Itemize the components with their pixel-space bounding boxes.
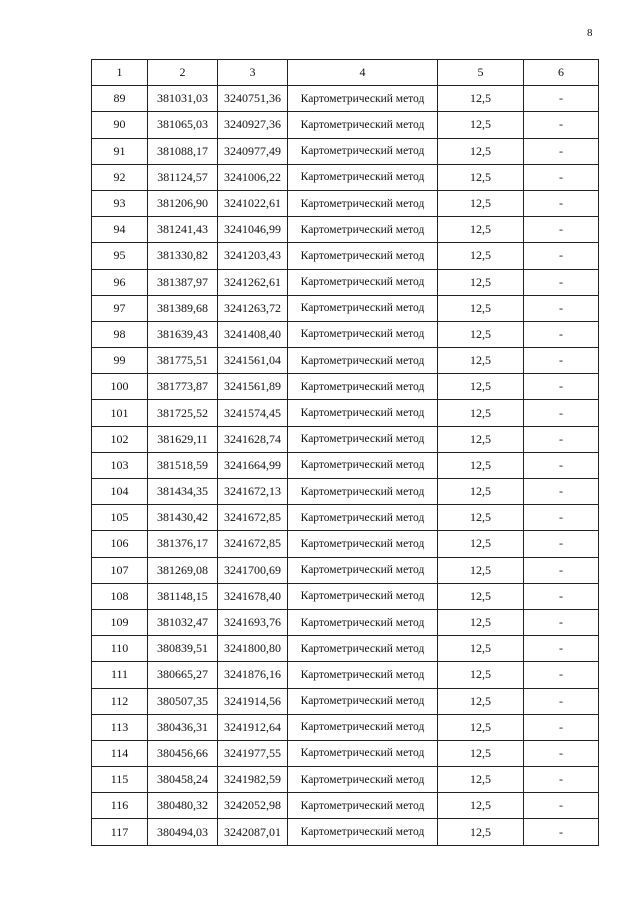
cell-method: Картометрический метод <box>288 400 438 426</box>
cell-description: - <box>524 819 599 845</box>
cell-description: - <box>524 295 599 321</box>
cell-precision: 12,5 <box>438 269 524 295</box>
cell-method: Картометрический метод <box>288 714 438 740</box>
cell-x: 380436,31 <box>148 714 218 740</box>
table-row <box>92 295 599 321</box>
cell-description: - <box>524 400 599 426</box>
cell-x: 381241,43 <box>148 217 218 243</box>
cell-method: Картометрический метод <box>288 217 438 243</box>
cell-y: 3241672,85 <box>218 531 288 557</box>
cell-method: Картометрический метод <box>288 479 438 505</box>
cell-y: 3241693,76 <box>218 609 288 635</box>
cell-description: - <box>524 636 599 662</box>
cell-point-number: 112 <box>92 688 148 714</box>
cell-precision: 12,5 <box>438 243 524 269</box>
cell-description: - <box>524 531 599 557</box>
cell-description: - <box>524 190 599 216</box>
table-row <box>92 138 599 164</box>
cell-y: 3241982,59 <box>218 767 288 793</box>
cell-method: Картометрический метод <box>288 557 438 583</box>
table-row <box>92 819 599 845</box>
table-row <box>92 609 599 635</box>
cell-x: 381775,51 <box>148 348 218 374</box>
cell-y: 3241664,99 <box>218 452 288 478</box>
table-row <box>92 269 599 295</box>
cell-description: - <box>524 374 599 400</box>
cell-x: 380507,35 <box>148 688 218 714</box>
cell-method: Картометрический метод <box>288 138 438 164</box>
table-row <box>92 112 599 138</box>
cell-description: - <box>524 557 599 583</box>
table-row <box>92 479 599 505</box>
cell-precision: 12,5 <box>438 767 524 793</box>
cell-x: 380458,24 <box>148 767 218 793</box>
cell-point-number: 108 <box>92 583 148 609</box>
cell-point-number: 113 <box>92 714 148 740</box>
cell-x: 381434,35 <box>148 479 218 505</box>
cell-y: 3240751,36 <box>218 86 288 112</box>
table-row <box>92 557 599 583</box>
table-row <box>92 348 599 374</box>
cell-method: Картометрический метод <box>288 819 438 845</box>
cell-precision: 12,5 <box>438 479 524 505</box>
cell-point-number: 105 <box>92 505 148 531</box>
cell-x: 381032,47 <box>148 609 218 635</box>
cell-precision: 12,5 <box>438 583 524 609</box>
cell-y: 3241006,22 <box>218 164 288 190</box>
cell-point-number: 93 <box>92 190 148 216</box>
cell-description: - <box>524 138 599 164</box>
cell-y: 3241408,40 <box>218 321 288 347</box>
cell-point-number: 103 <box>92 452 148 478</box>
cell-y: 3241203,43 <box>218 243 288 269</box>
header-cell-y: 3 <box>218 60 288 86</box>
cell-y: 3242087,01 <box>218 819 288 845</box>
table-row <box>92 583 599 609</box>
cell-method: Картометрический метод <box>288 662 438 688</box>
cell-description: - <box>524 767 599 793</box>
cell-method: Картометрический метод <box>288 767 438 793</box>
cell-x: 381387,97 <box>148 269 218 295</box>
cell-point-number: 106 <box>92 531 148 557</box>
cell-point-number: 104 <box>92 479 148 505</box>
table-row <box>92 374 599 400</box>
cell-x: 381629,11 <box>148 426 218 452</box>
cell-x: 380494,03 <box>148 819 218 845</box>
cell-y: 3241700,69 <box>218 557 288 583</box>
cell-y: 3241628,74 <box>218 426 288 452</box>
cell-point-number: 101 <box>92 400 148 426</box>
cell-point-number: 89 <box>92 86 148 112</box>
table-row <box>92 740 599 766</box>
cell-method: Картометрический метод <box>288 636 438 662</box>
cell-point-number: 95 <box>92 243 148 269</box>
cell-method: Картометрический метод <box>288 164 438 190</box>
cell-y: 3241912,64 <box>218 714 288 740</box>
cell-description: - <box>524 505 599 531</box>
cell-x: 381725,52 <box>148 400 218 426</box>
cell-description: - <box>524 688 599 714</box>
cell-precision: 12,5 <box>438 688 524 714</box>
cell-precision: 12,5 <box>438 531 524 557</box>
cell-description: - <box>524 662 599 688</box>
cell-precision: 12,5 <box>438 426 524 452</box>
cell-x: 381430,42 <box>148 505 218 531</box>
cell-method: Картометрический метод <box>288 348 438 374</box>
cell-y: 3241672,85 <box>218 505 288 531</box>
cell-method: Картометрический метод <box>288 688 438 714</box>
cell-description: - <box>524 452 599 478</box>
cell-description: - <box>524 583 599 609</box>
cell-x: 381148,15 <box>148 583 218 609</box>
cell-precision: 12,5 <box>438 374 524 400</box>
cell-x: 380665,27 <box>148 662 218 688</box>
cell-y: 3241263,72 <box>218 295 288 321</box>
cell-x: 381088,17 <box>148 138 218 164</box>
cell-method: Картометрический метод <box>288 86 438 112</box>
cell-point-number: 110 <box>92 636 148 662</box>
cell-point-number: 102 <box>92 426 148 452</box>
cell-description: - <box>524 112 599 138</box>
table-body <box>92 60 599 846</box>
cell-description: - <box>524 348 599 374</box>
cell-method: Картометрический метод <box>288 426 438 452</box>
header-cell-precision: 5 <box>438 60 524 86</box>
cell-point-number: 94 <box>92 217 148 243</box>
table-row <box>92 531 599 557</box>
cell-method: Картометрический метод <box>288 583 438 609</box>
table-row <box>92 688 599 714</box>
cell-x: 381031,03 <box>148 86 218 112</box>
cell-x: 380839,51 <box>148 636 218 662</box>
cell-point-number: 117 <box>92 819 148 845</box>
cell-y: 3240977,49 <box>218 138 288 164</box>
table-row <box>92 426 599 452</box>
cell-description: - <box>524 86 599 112</box>
table-row <box>92 217 599 243</box>
cell-precision: 12,5 <box>438 217 524 243</box>
cell-y: 3242052,98 <box>218 793 288 819</box>
cell-method: Картометрический метод <box>288 269 438 295</box>
cell-precision: 12,5 <box>438 714 524 740</box>
cell-precision: 12,5 <box>438 321 524 347</box>
cell-x: 381269,08 <box>148 557 218 583</box>
cell-point-number: 100 <box>92 374 148 400</box>
cell-x: 381065,03 <box>148 112 218 138</box>
cell-y: 3241672,13 <box>218 479 288 505</box>
cell-method: Картометрический метод <box>288 531 438 557</box>
cell-x: 381376,17 <box>148 531 218 557</box>
cell-point-number: 109 <box>92 609 148 635</box>
cell-precision: 12,5 <box>438 86 524 112</box>
cell-description: - <box>524 269 599 295</box>
table-row <box>92 714 599 740</box>
table-row <box>92 767 599 793</box>
table-header-row <box>92 60 599 86</box>
cell-y: 3241977,55 <box>218 740 288 766</box>
cell-method: Картометрический метод <box>288 190 438 216</box>
header-cell-x: 2 <box>148 60 218 86</box>
cell-y: 3241022,61 <box>218 190 288 216</box>
table-row <box>92 452 599 478</box>
table-row <box>92 662 599 688</box>
table-row <box>92 243 599 269</box>
cell-y: 3241800,80 <box>218 636 288 662</box>
cell-method: Картометрический метод <box>288 374 438 400</box>
cell-y: 3241914,56 <box>218 688 288 714</box>
cell-point-number: 92 <box>92 164 148 190</box>
cell-point-number: 107 <box>92 557 148 583</box>
cell-precision: 12,5 <box>438 138 524 164</box>
cell-method: Картометрический метод <box>288 321 438 347</box>
cell-y: 3241678,40 <box>218 583 288 609</box>
cell-precision: 12,5 <box>438 190 524 216</box>
cell-precision: 12,5 <box>438 505 524 531</box>
header-cell-method: 4 <box>288 60 438 86</box>
cell-y: 3241561,04 <box>218 348 288 374</box>
cell-precision: 12,5 <box>438 112 524 138</box>
cell-point-number: 96 <box>92 269 148 295</box>
cell-precision: 12,5 <box>438 400 524 426</box>
cell-x: 381773,87 <box>148 374 218 400</box>
cell-y: 3241876,16 <box>218 662 288 688</box>
cell-description: - <box>524 714 599 740</box>
cell-y: 3241574,45 <box>218 400 288 426</box>
cell-point-number: 91 <box>92 138 148 164</box>
cell-point-number: 115 <box>92 767 148 793</box>
page-number: 8 <box>587 27 593 39</box>
header-cell-description: 6 <box>524 60 599 86</box>
table-row <box>92 636 599 662</box>
cell-x: 381389,68 <box>148 295 218 321</box>
cell-description: - <box>524 740 599 766</box>
cell-precision: 12,5 <box>438 295 524 321</box>
table-row <box>92 505 599 531</box>
cell-point-number: 98 <box>92 321 148 347</box>
cell-precision: 12,5 <box>438 636 524 662</box>
cell-precision: 12,5 <box>438 452 524 478</box>
cell-x: 380480,32 <box>148 793 218 819</box>
cell-point-number: 116 <box>92 793 148 819</box>
cell-precision: 12,5 <box>438 740 524 766</box>
cell-description: - <box>524 426 599 452</box>
cell-method: Картометрический метод <box>288 452 438 478</box>
cell-x: 381518,59 <box>148 452 218 478</box>
header-cell-point-number: 1 <box>92 60 148 86</box>
cell-y: 3241262,61 <box>218 269 288 295</box>
cell-method: Картометрический метод <box>288 112 438 138</box>
cell-description: - <box>524 321 599 347</box>
cell-precision: 12,5 <box>438 557 524 583</box>
cell-description: - <box>524 217 599 243</box>
cell-precision: 12,5 <box>438 164 524 190</box>
cell-x: 381330,82 <box>148 243 218 269</box>
cell-y: 3240927,36 <box>218 112 288 138</box>
cell-precision: 12,5 <box>438 348 524 374</box>
table-row <box>92 400 599 426</box>
cell-method: Картометрический метод <box>288 740 438 766</box>
cell-point-number: 111 <box>92 662 148 688</box>
cell-precision: 12,5 <box>438 819 524 845</box>
cell-precision: 12,5 <box>438 793 524 819</box>
cell-x: 381639,43 <box>148 321 218 347</box>
cell-x: 380456,66 <box>148 740 218 766</box>
table-row <box>92 190 599 216</box>
cell-method: Картометрический метод <box>288 295 438 321</box>
cell-description: - <box>524 164 599 190</box>
cell-description: - <box>524 609 599 635</box>
coordinates-table <box>91 59 599 846</box>
cell-precision: 12,5 <box>438 609 524 635</box>
table-row <box>92 793 599 819</box>
table-row <box>92 86 599 112</box>
cell-point-number: 114 <box>92 740 148 766</box>
cell-y: 3241046,99 <box>218 217 288 243</box>
cell-method: Картометрический метод <box>288 609 438 635</box>
cell-method: Картометрический метод <box>288 793 438 819</box>
cell-description: - <box>524 243 599 269</box>
cell-point-number: 90 <box>92 112 148 138</box>
cell-method: Картометрический метод <box>288 505 438 531</box>
cell-y: 3241561,89 <box>218 374 288 400</box>
cell-description: - <box>524 479 599 505</box>
cell-precision: 12,5 <box>438 662 524 688</box>
cell-method: Картометрический метод <box>288 243 438 269</box>
table-row <box>92 164 599 190</box>
cell-point-number: 97 <box>92 295 148 321</box>
cell-point-number: 99 <box>92 348 148 374</box>
cell-description: - <box>524 793 599 819</box>
table-row <box>92 321 599 347</box>
cell-x: 381124,57 <box>148 164 218 190</box>
cell-x: 381206,90 <box>148 190 218 216</box>
